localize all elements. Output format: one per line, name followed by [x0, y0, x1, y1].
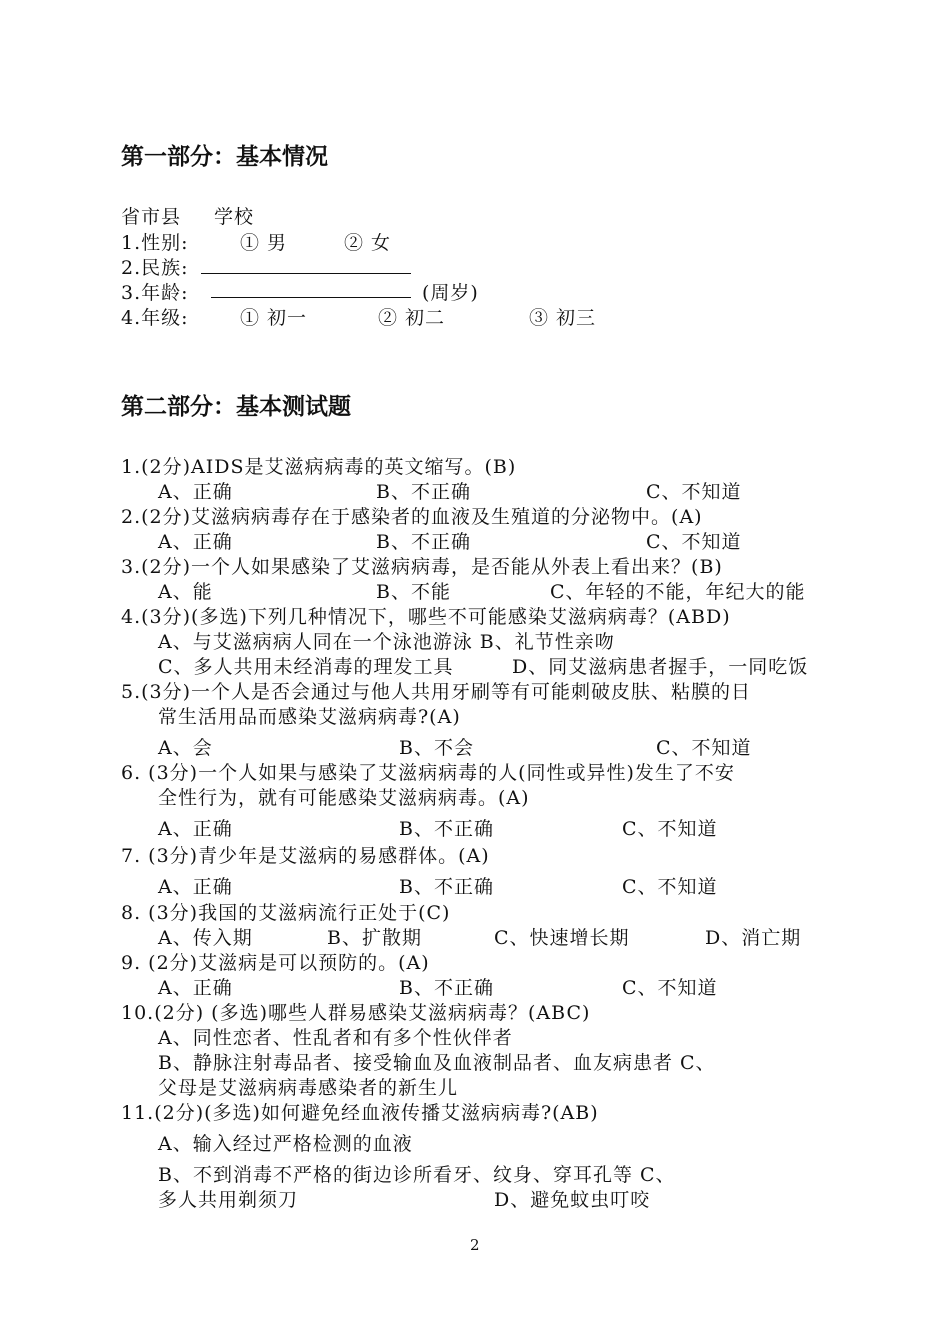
grade-option-3[interactable]: ③ 初三	[529, 307, 597, 329]
school-label: 学校	[214, 206, 255, 228]
question-2: 2.(2分)艾滋病病毒存在于感染者的血液及生殖道的分泌物中。(A)	[121, 506, 703, 528]
q3-option-a[interactable]: A、能	[158, 581, 213, 603]
grade-label: 4.年级:	[121, 307, 189, 329]
q1-option-a[interactable]: A、正确	[158, 481, 233, 503]
q11-option-a[interactable]: A、输入经过严格检测的血液	[158, 1133, 413, 1155]
q1-option-c[interactable]: C、不知道	[646, 481, 742, 503]
ethnicity-blank-line[interactable]	[201, 273, 411, 274]
part2-heading: 第二部分：基本测试题	[121, 394, 351, 420]
question-8: 8. (3分)我国的艾滋病流行正处于(C)	[121, 902, 451, 924]
q1-option-b[interactable]: B、不正确	[376, 481, 471, 503]
q10-option-a[interactable]: A、同性恋者、性乱者和有多个性伙伴者	[158, 1027, 513, 1049]
location-label: 省市县	[121, 206, 182, 228]
q11-option-c[interactable]: 多人共用剃须刀	[158, 1189, 299, 1211]
gender-option-female[interactable]: ② 女	[344, 232, 392, 254]
q6-option-a[interactable]: A、正确	[158, 818, 233, 840]
question-4: 4.(3分)(多选)下列几种情况下，哪些不可能感染艾滋病病毒？(ABD)	[121, 606, 731, 628]
part1-heading: 第一部分：基本情况	[121, 144, 328, 170]
question-7: 7. (3分)青少年是艾滋病的易感群体。(A)	[121, 845, 490, 867]
question-9: 9. (2分)艾滋病是可以预防的。(A)	[121, 952, 430, 974]
gender-option-male[interactable]: ① 男	[240, 232, 288, 254]
question-6: 6. (3分)一个人如果与感染了艾滋病病毒的人(同性或异性)发生了不安	[121, 762, 735, 784]
q5-option-b[interactable]: B、不会	[399, 737, 474, 759]
q8-option-c[interactable]: C、快速增长期	[494, 927, 630, 949]
q2-option-a[interactable]: A、正确	[158, 531, 233, 553]
grade-option-1[interactable]: ① 初一	[240, 307, 308, 329]
q11-option-d[interactable]: D、避免蚊虫叮咬	[494, 1189, 651, 1211]
question-6-cont: 全性行为，就有可能感染艾滋病病毒。(A)	[158, 787, 530, 809]
q5-option-a[interactable]: A、会	[158, 737, 213, 759]
question-5-cont: 常生活用品而感染艾滋病病毒?(A)	[158, 706, 461, 728]
age-blank-line[interactable]	[211, 297, 411, 298]
q9-option-b[interactable]: B、不正确	[399, 977, 494, 999]
question-3: 3.(2分)一个人如果感染了艾滋病病毒，是否能从外表上看出来？(B)	[121, 556, 723, 578]
q10-option-b[interactable]: B、静脉注射毒品者、接受输血及血液制品者、血友病患者 C、	[158, 1052, 716, 1074]
ethnicity-label: 2.民族:	[121, 257, 189, 279]
q5-option-c[interactable]: C、不知道	[656, 737, 752, 759]
q7-option-b[interactable]: B、不正确	[399, 876, 494, 898]
q9-option-a[interactable]: A、正确	[158, 977, 233, 999]
q4-option-c[interactable]: C、多人共用未经消毒的理发工具	[158, 656, 454, 678]
q8-option-a[interactable]: A、传入期	[158, 927, 253, 949]
page-number: 2	[470, 1236, 480, 1254]
q2-option-c[interactable]: C、不知道	[646, 531, 742, 553]
q3-option-c[interactable]: C、年轻的不能，年纪大的能	[550, 581, 806, 603]
q6-option-c[interactable]: C、不知道	[622, 818, 718, 840]
question-10: 10.(2分) (多选)哪些人群易感染艾滋病病毒？(ABC)	[121, 1002, 591, 1024]
age-label: 3.年龄:	[121, 282, 189, 304]
q8-option-b[interactable]: B、扩散期	[327, 927, 422, 949]
q3-option-b[interactable]: B、不能	[376, 581, 451, 603]
q6-option-b[interactable]: B、不正确	[399, 818, 494, 840]
q2-option-b[interactable]: B、不正确	[376, 531, 471, 553]
question-11: 11.(2分)(多选)如何避免经血液传播艾滋病病毒?(AB)	[121, 1102, 599, 1124]
question-1: 1.(2分)AIDS是艾滋病病毒的英文缩写。(B)	[121, 456, 517, 478]
q4-option-d[interactable]: D、同艾滋病患者握手，一同吃饭	[512, 656, 809, 678]
q9-option-c[interactable]: C、不知道	[622, 977, 718, 999]
q10-option-c[interactable]: 父母是艾滋病病毒感染者的新生儿	[158, 1077, 459, 1099]
question-5: 5.(3分)一个人是否会通过与他人共用牙刷等有可能刺破皮肤、粘膜的日	[121, 681, 752, 703]
q4-options-line1[interactable]: A、与艾滋病病人同在一个泳池游泳 B、礼节性亲吻	[158, 631, 615, 653]
q11-option-b[interactable]: B、不到消毒不严格的街边诊所看牙、纹身、穿耳孔等 C、	[158, 1164, 676, 1186]
q8-option-d[interactable]: D、消亡期	[705, 927, 802, 949]
q7-option-c[interactable]: C、不知道	[622, 876, 718, 898]
gender-label: 1.性别:	[121, 232, 189, 254]
grade-option-2[interactable]: ② 初二	[378, 307, 446, 329]
q7-option-a[interactable]: A、正确	[158, 876, 233, 898]
age-unit: (周岁)	[422, 282, 479, 304]
